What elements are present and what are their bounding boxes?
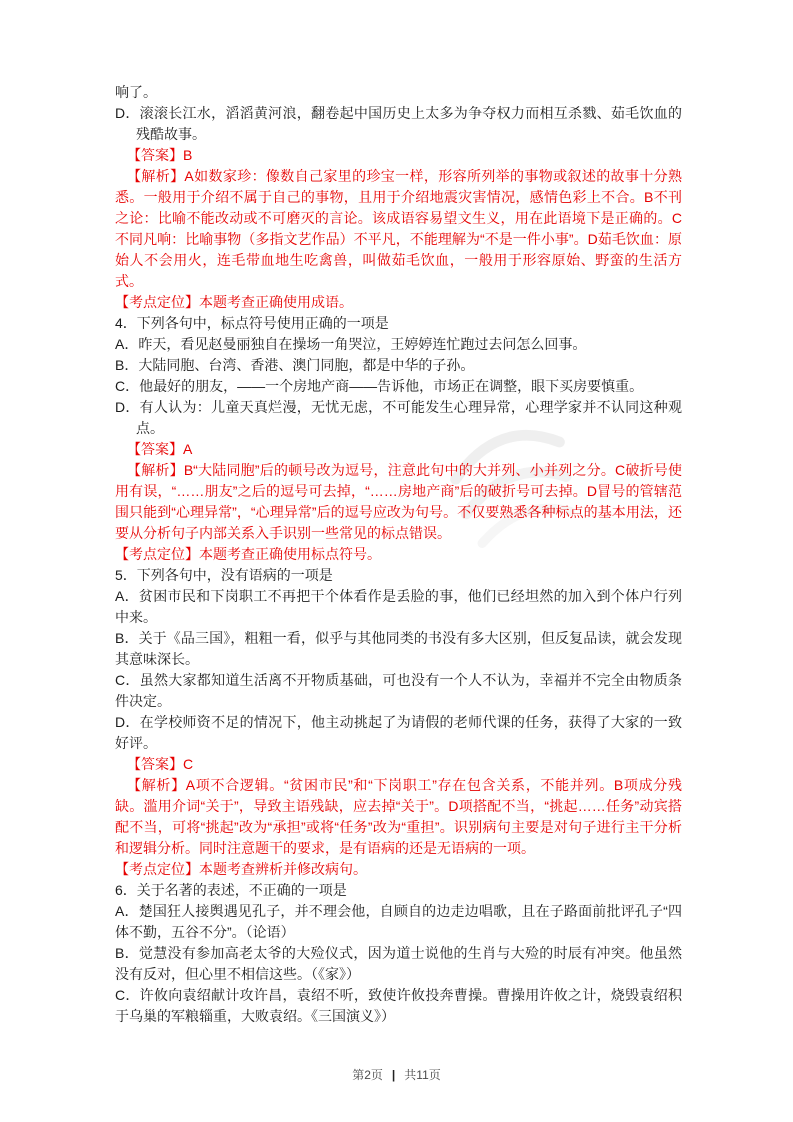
page-number-label: 第2页 [352,1068,383,1082]
option-line-a: A．楚国狂人接舆遇见孔子，并不理会他，自顾自的边走边唱歌，且在子路面前批评孔子“四体不勤，五谷不分”。（论语） [115,903,682,940]
analysis-line: 【解析】A如数家珍：像数自己家里的珍宝一样，形容所列举的事物或叙述的故事十分熟悉。一般用于介绍不属于自己的事物，且用于介绍地震灾害情况，感情色彩上不合。B不刊之论：比喻不能改动或不可磨灭的言论。该成语容易望文生义，用在此语境下是正确的。C不同凡响：比喻事物（多指文艺作品）不平凡，不能理解为“不是一件小事”。D茹毛饮血：原始人不会用火，连毛带血地生吃禽兽，叫做茹毛饮血，一般用于形容原始、野蛮的生活方式。 [115,168,682,289]
option-line-a: A．贫困市民和下岗职工不再把干个体看作是丢脸的事，他们已经坦然的加入到个体户行列中来。 [115,588,682,625]
document-body [115,82,682,1027]
page-footer [0,1066,793,1083]
option-line-b: B．关于《品三国》，粗粗一看，似乎与其他同类的书没有多大区别，但反复品读，就会发现其意味深长。 [115,630,682,667]
option-line-b: B．觉慧没有参加高老太爷的大殓仪式，因为道士说他的生肖与大殓的时辰有冲突。他虽然没有反对，但心里不相信这些。（《家》） [115,945,682,982]
option-line-a: A．昨天，看见赵曼丽独自在操场一角哭泣，王婷婷连忙跑过去问怎么回事。 [115,336,587,352]
analysis-line: 【解析】B“大陆同胞”后的顿号改为逗号，注意此句中的大并列、小并列之分。C破折号使用有误，“……朋友”之后的逗号可去掉，“……房地产商”后的破折号可去掉。D冒号的管辖范围只能到“心理异常”，“心理异常”后的逗号应改为句号。不仅要熟悉各种标点的基本用法，还要从分析句子内部关系入手识别一些常见的标点错误。 [115,462,682,541]
exam-point-line: 【考点定位】本题考查辨析并修改病句。 [115,861,367,877]
option-line-d: D．滚滚长江水，滔滔黄河浪，翻卷起中国历史上太多为争夺权力而相互杀戮、茹毛饮血的残酷故事。 [115,105,682,142]
question-stem-4: 4．下列各句中，标点符号使用正确的一项是 [115,315,389,331]
option-line-d: D．有人认为：儿童天真烂漫，无忧无虑，不可能发生心理异常，心理学家并不认同这种观点。 [115,399,682,436]
question-stem-6: 6．关于名著的表述，不正确的一项是 [115,882,347,898]
answer-line: 【答案】C [127,756,194,772]
option-line-c: C．他最好的朋友，——一个房地产商——告诉他，市场正在调整，眼下买房要慎重。 [115,378,644,394]
footer-separator: | [391,1068,396,1082]
answer-line: 【答案】B [127,147,193,163]
question-stem-5: 5．下列各句中，没有语病的一项是 [115,567,333,583]
page-total-label: 共11页 [404,1068,441,1082]
exam-point-line: 【考点定位】本题考查正确使用成语。 [115,294,353,310]
continuation-line: 响了。 [115,84,157,100]
option-line-c: C．虽然大家都知道生活离不开物质基础，可也没有一个人不认为，幸福并不完全由物质条件决定。 [115,672,682,709]
analysis-line: 【解析】A项不合逻辑。“贫困市民”和“下岗职工”存在包含关系，不能并列。B项成分残缺。滥用介词“关于”，导致主语残缺，应去掉“关于”。D项搭配不当，“挑起……任务”动宾搭配不当，可将“挑起”改为“承担”或将“任务”改为“重担”。识别病句主要是对句子进行主干分析和逻辑分析。同时注意题干的要求，是有语病的还是无语病的一项。 [115,777,682,856]
answer-line: 【答案】A [127,441,193,457]
option-line-c: C．许攸向袁绍献计攻许昌，袁绍不听，致使许攸投奔曹操。曹操用许攸之计，烧毁袁绍积于乌巢的军粮辎重，大败袁绍。《三国演义》） [115,987,682,1024]
exam-point-line: 【考点定位】本题考查正确使用标点符号。 [115,546,381,562]
option-line-d: D．在学校师资不足的情况下，他主动挑起了为请假的老师代课的任务，获得了大家的一致好评。 [115,714,682,751]
option-line-b: B．大陆同胞、台湾、香港、澳门同胞，都是中华的子孙。 [115,357,475,373]
